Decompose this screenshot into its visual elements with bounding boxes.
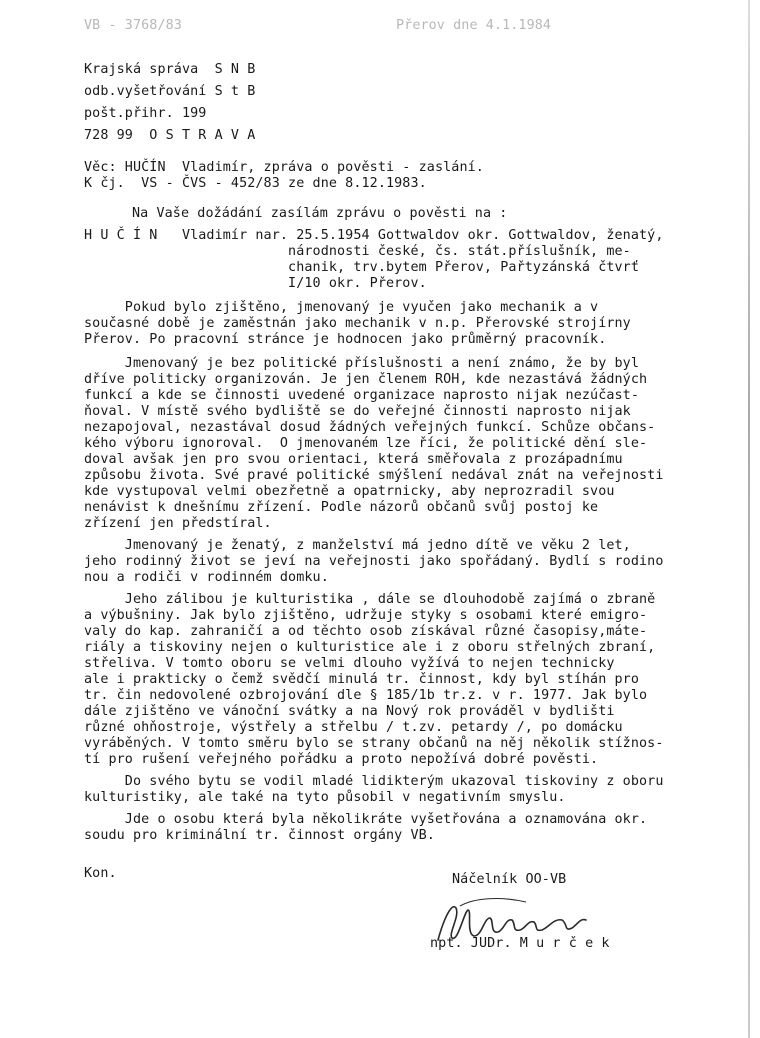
body-line: tí pro rušení veřejného pořádku a proto nepožívá dobré pověsti. <box>84 752 599 767</box>
body-line: tr. čin nedovolené ozbrojování dle § 185/1b tr.z. v r. 1977. Jak bylo <box>84 688 648 703</box>
reference-line: K čj. VS - ČVS - 452/83 ze dne 8.12.1983. <box>84 176 427 191</box>
recipient-line: 728 99 O S T R A V A <box>84 128 256 143</box>
body-line: různé ohňostroje, výstřely a střelbu / t.zv. petardy /, po domácku <box>84 720 623 735</box>
body-line: Pokud bylo zjištěno, jmenovaný je vyučen jako mechanik a v <box>84 300 599 315</box>
body-line: Jde o osobu která byla několikráte vyšetřována a oznamována okr. <box>84 812 648 827</box>
body-line: jeho rodinný život se jeví na veřejnosti jako spořádaný. Bydlí s rodino <box>84 554 664 569</box>
body-line: současné době je zaměstnán jako mechanik v n.p. Přerovské strojírny <box>84 316 631 331</box>
body-line: nezapojoval, nezastával dosud žádných veřejných funkcí. Schůze občans- <box>84 420 656 435</box>
recipient-line: Krajská správa S N B <box>84 62 256 77</box>
intro-sentence: Na Vaše dožádání zasílám zprávu o pověsti na : <box>132 206 508 221</box>
signatory-name: npt. JUDr. M u r č e k <box>430 936 610 951</box>
body-line: kého výboru ignoroval. O jmenovaném lze říci, že politické dění sle- <box>84 436 648 451</box>
body-line: riály a tiskoviny nejen o kulturistice ale i z oboru střelných zbraní, <box>84 640 656 655</box>
body-line: doval avšak jen pro svou orientaci, která směřovala z prozápadnímu <box>84 452 623 467</box>
recipient-line: odb.vyšetřování S t B <box>84 84 256 99</box>
body-line: způsobu života. Své pravé politické smýšlení nedával znát na veřejnosti <box>84 468 664 483</box>
author-initials: Kon. <box>84 866 117 881</box>
place-date: Přerov dne 4.1.1984 <box>396 18 552 33</box>
body-line: nenávist k dnešnímu zřízení. Podle názorů občanů svůj postoj ke <box>84 500 599 515</box>
body-line: kde vystupoval velmi obezřetně a opatrnicky, aby neprozradil svou <box>84 484 615 499</box>
person-line: chanik, trv.bytem Přerov, Pařtyzánská čtvrť <box>84 260 640 275</box>
reference-number: VB - 3768/83 <box>84 18 182 33</box>
body-line: a výbušniny. Jak bylo zjištěno, udržuje styky s osobami které emigro- <box>84 608 648 623</box>
body-line: valy do kap. zahraničí a od těchto osob získával různé časopisy,máte- <box>84 624 648 639</box>
body-line: Jmenovaný je ženatý, z manželství má jedno dítě ve věku 2 let, <box>84 538 631 553</box>
body-line: Jmenovaný je bez politické příslušnosti a není známo, že by byl <box>84 356 640 371</box>
signatory-title: Náčelník OO-VB <box>452 872 567 887</box>
body-line: ňoval. V místě svého bydliště se do veřejné činnosti naprosto nijak <box>84 404 631 419</box>
body-line: soudu pro kriminální tr. činnost orgány VB. <box>84 828 435 843</box>
body-line: dále zjištěno ve vánoční svátky a na Nový rok prováděl v bydlišti <box>84 704 615 719</box>
body-line: vyráběných. V tomto směru bylo se strany občanů na něj několik stížnos- <box>84 736 664 751</box>
body-line: Do svého bytu se vodil mladé lidikterým ukazoval tiskoviny z oboru <box>84 774 664 789</box>
scan-edge-shadow <box>748 0 750 1038</box>
body-line: funkcí a kde se činnosti uvedené organizace naprosto nijak nezúčast- <box>84 388 640 403</box>
person-line: H U Č Í N Vladimír nar. 25.5.1954 Gottwaldov okr. Gottwaldov, ženatý, <box>84 228 664 243</box>
body-line: Jeho zálibou je kulturistika , dále se dlouhodobě zajímá o zbraně <box>84 592 656 607</box>
body-line: Přerov. Po pracovní stránce je hodnocen jako průměrný pracovník. <box>84 332 607 347</box>
subject-line: Věc: HUČÍN Vladimír, zpráva o pověsti - zaslání. <box>84 160 484 175</box>
body-line: dříve politicky organizován. Je jen členem ROH, kde nezastává žádných <box>84 372 648 387</box>
body-line: nou a rodiči v rodinném domku. <box>84 570 329 585</box>
body-line: ale i prakticky o čemž svědčí minulá tr. činnost, kdy byl stíhán pro <box>84 672 640 687</box>
person-line: národnosti české, čs. stát.příslušník, me- <box>84 244 631 259</box>
body-line: kulturistiky, ale také na tyto působil v negativním smyslu. <box>84 790 566 805</box>
body-line: střeliva. V tomto oboru se velmi dlouho vyžívá to nejen technicky <box>84 656 615 671</box>
person-line: I/10 okr. Přerov. <box>84 276 427 291</box>
body-line: zřízení jen předstíral. <box>84 516 272 531</box>
recipient-line: pošt.přihr. 199 <box>84 106 207 121</box>
